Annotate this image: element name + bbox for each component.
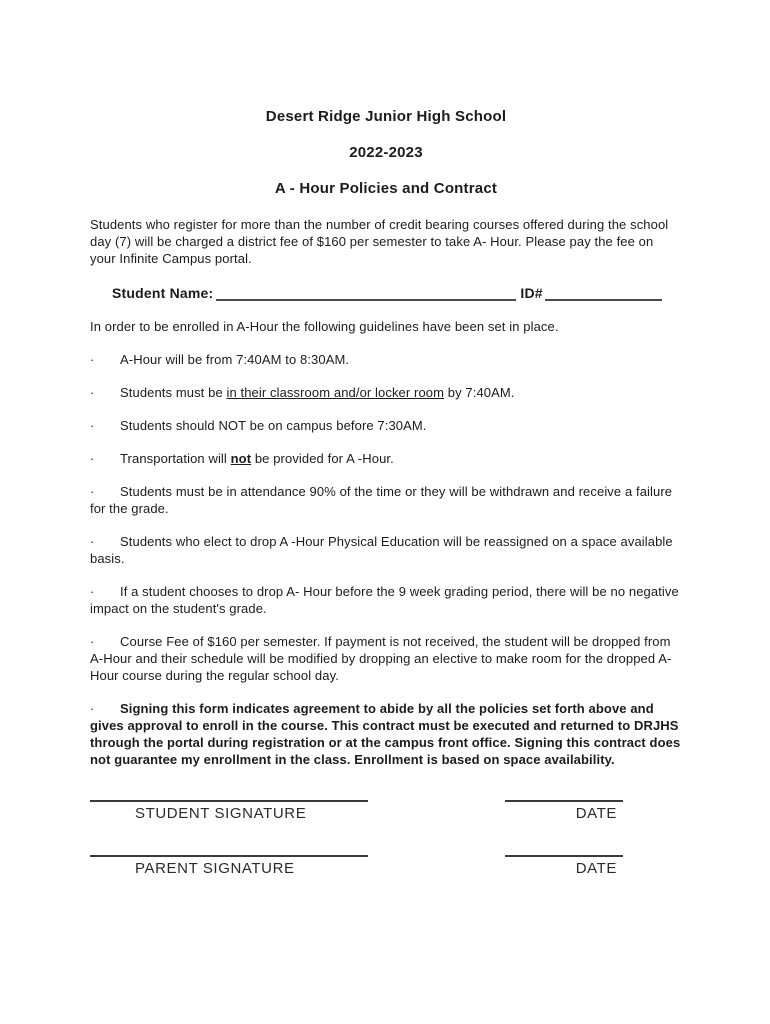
student-name-row (90, 285, 682, 301)
student-name-field[interactable] (216, 289, 516, 301)
policy-bullet-transportation (90, 450, 682, 467)
student-signature-field[interactable] (90, 800, 368, 824)
bullet-icon: · (90, 534, 95, 549)
policy-bullet-drop-grading (90, 583, 682, 617)
policy-text: Course Fee of $160 per semester. If payment is not received, the student will be dropped from A-Hour and their schedule will be modified by dropping an elective to make room for the dropped A-Hour course during the regular school day. (90, 634, 672, 683)
policy-text: A-Hour will be from 7:40AM to 8:30AM. (120, 352, 350, 367)
doc-subtitle: A - Hour Policies and Contract (274, 180, 498, 197)
student-signature-row (90, 800, 682, 824)
guidelines-intro: In order to be enrolled in A-Hour the following guidelines have been set in place. (90, 319, 559, 334)
policy-bullet-location (90, 384, 682, 401)
bullet-icon: · (90, 385, 95, 400)
parent-signature-label: PARENT SIGNATURE (135, 860, 295, 877)
bullet-icon: · (90, 352, 95, 367)
policy-text: by 7:40AM. (444, 385, 515, 400)
policy-text: Students should NOT be on campus before 7:30AM. (120, 418, 427, 433)
bullet-icon: · (90, 484, 95, 499)
policy-text-underlined: in their classroom and/or locker room (226, 385, 445, 400)
policy-bullet-drop-pe (90, 533, 682, 567)
policy-text: be provided for A -Hour. (251, 451, 394, 466)
student-date-field[interactable] (505, 800, 623, 824)
document-content (90, 108, 682, 879)
bullet-icon: · (90, 584, 95, 599)
bullet-icon: · (90, 634, 95, 649)
parent-date-field[interactable] (505, 855, 623, 879)
parent-signature-row (90, 855, 682, 879)
policy-text: If a student chooses to drop A- Hour before the 9 week grading period, there will be no negative impact on the student's grade. (90, 584, 679, 616)
student-id-label: ID# (520, 285, 543, 301)
policy-bullet-attendance (90, 483, 682, 517)
policy-text: Students who elect to drop A -Hour Physical Education will be reassigned on a space available basis. (90, 534, 673, 566)
policy-text: Students must be (120, 385, 227, 400)
policy-bullet-course-fee (90, 633, 682, 684)
parent-signature-field[interactable] (90, 855, 368, 879)
student-date-label: DATE (575, 805, 617, 822)
bullet-icon: · (90, 451, 95, 466)
signature-section (90, 800, 682, 879)
student-id-field[interactable] (545, 289, 662, 301)
policy-bullet-campus (90, 417, 682, 434)
signing-statement-text: Signing this form indicates agreement to abide by all the policies set forth above and gives approval to enroll in the course. This contract must be executed and returned to DRJHS through the portal during registration or at the campus front office. Signing this contract does not guarantee my enrollment in the class. Enrollment is based on space availability. (90, 701, 681, 767)
student-signature-label: STUDENT SIGNATURE (135, 805, 307, 822)
policy-text-bold-underlined: not (230, 451, 252, 466)
intro-paragraph: Students who register for more than the number of credit bearing courses offered during the school day (7) will be charged a district fee of $160 per semester to take A- Hour. Please pay the fee on your Infinite Campus portal. (90, 217, 669, 266)
policy-bullet-hours (90, 351, 682, 368)
policy-text: Students must be in attendance 90% of the time or they will be withdrawn and receive a failure for the grade. (90, 484, 673, 516)
student-name-label: Student Name: (112, 285, 214, 301)
policy-text: Transportation will (120, 451, 231, 466)
signing-statement (90, 700, 682, 768)
school-year: 2022-2023 (349, 144, 423, 161)
doc-title: Desert Ridge Junior High School (265, 108, 507, 125)
bullet-icon: · (90, 418, 95, 433)
bullet-icon: · (90, 701, 95, 716)
parent-date-label: DATE (575, 860, 617, 877)
